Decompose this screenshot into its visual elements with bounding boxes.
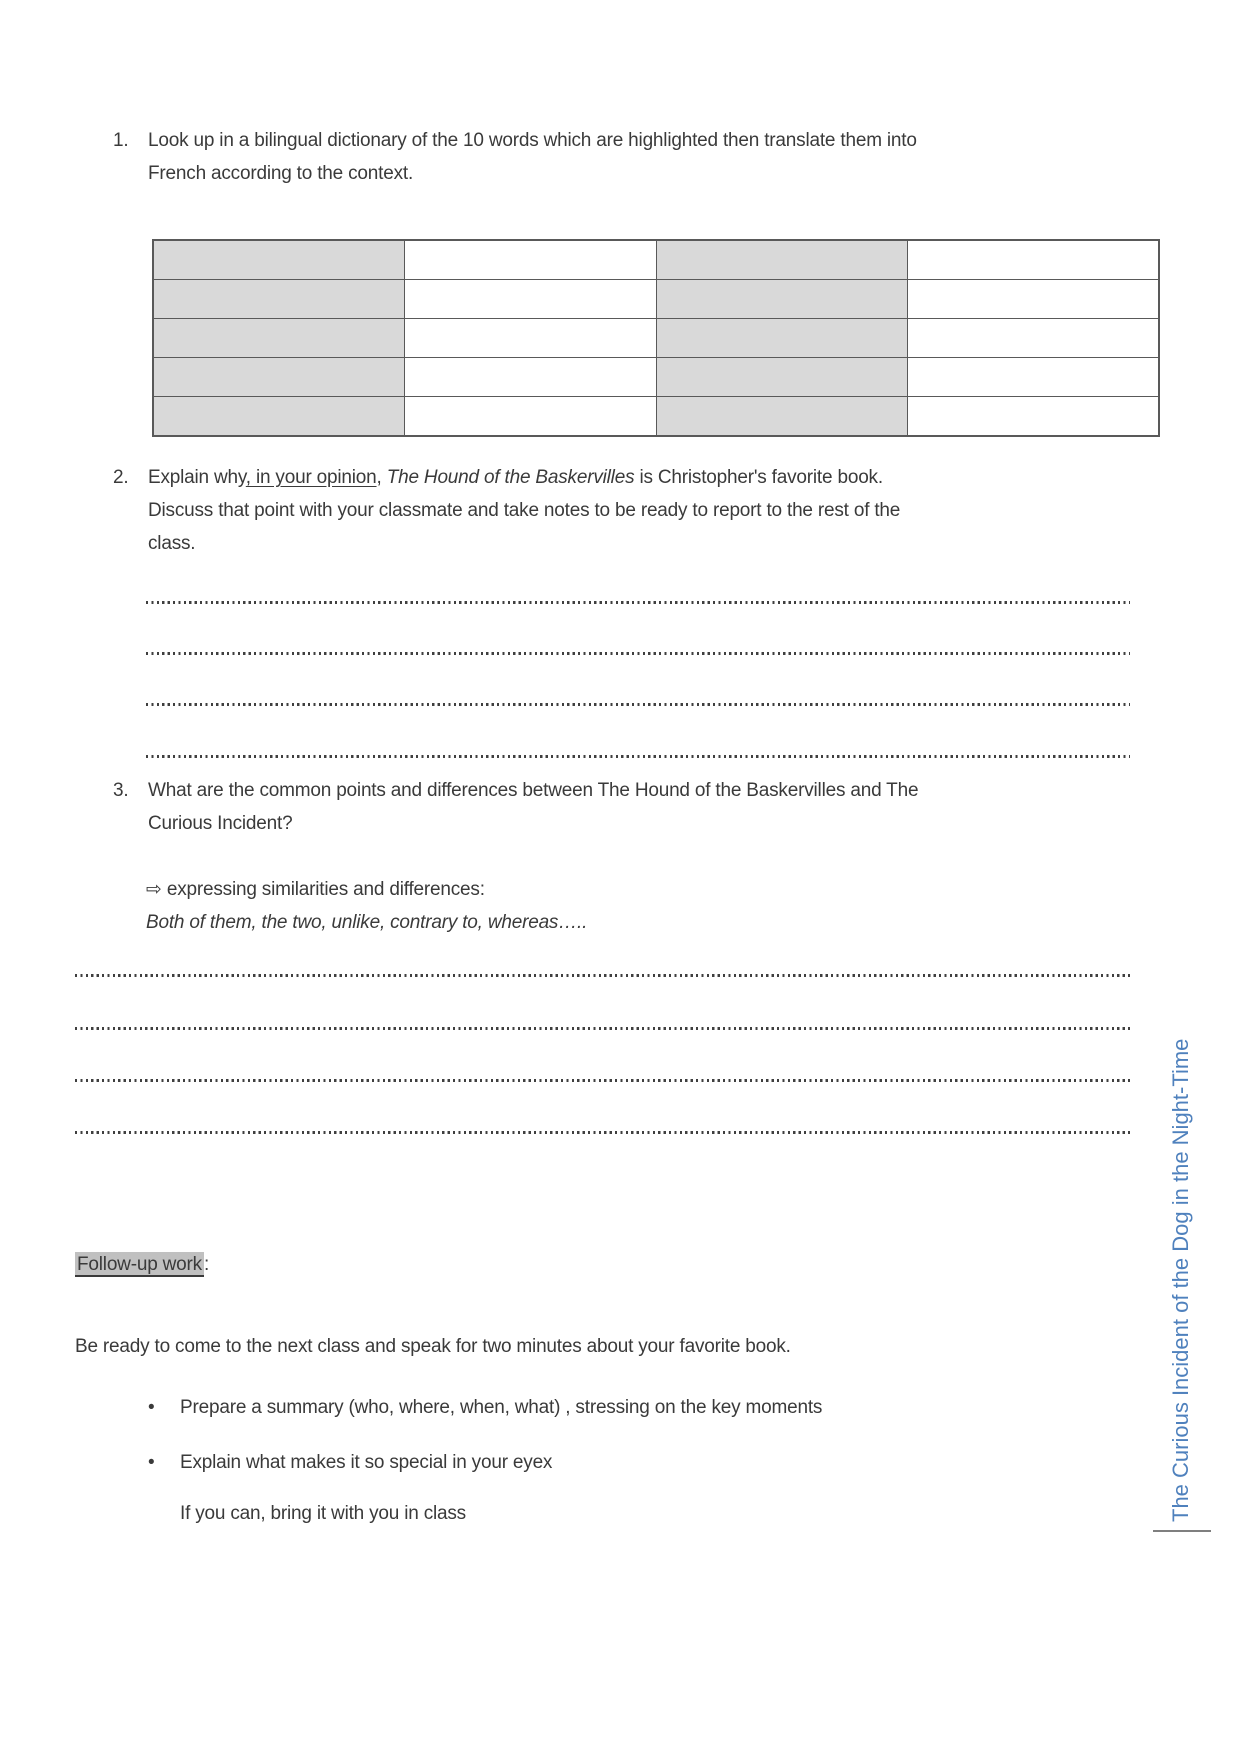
sidebar-rule (1153, 1530, 1211, 1532)
table-cell (908, 240, 1160, 280)
table-cell (908, 319, 1160, 358)
list-number: 1. (113, 130, 129, 151)
answer-line (75, 974, 1130, 977)
table-cell (908, 280, 1160, 319)
table-row (153, 280, 1159, 319)
bullet-text: Prepare a summary (who, where, when, what) , stressing on the key moments (180, 1397, 823, 1418)
paragraph-line: class. (148, 533, 196, 554)
paragraph-line: What are the common points and differences between The Hound of the Baskervilles and The (148, 780, 919, 801)
followup-heading: Follow-up work (77, 1254, 202, 1275)
table-cell (405, 319, 657, 358)
bullet-text: Explain what makes it so special in your eyex (180, 1452, 553, 1473)
list-item-1 (113, 124, 917, 190)
list-number: 2. (113, 467, 129, 488)
table-cell (405, 358, 657, 397)
table-cell (153, 358, 405, 397)
table-cell (656, 358, 908, 397)
hint-examples: Both of them, the two, unlike, contrary to, whereas….. (146, 912, 588, 933)
italic-book-title: The Hound of the Baskervilles (386, 467, 635, 488)
table-cell (656, 397, 908, 437)
list-item-2 (113, 461, 900, 560)
arrow-right-icon: ⇨ (146, 879, 162, 900)
text-run: is Christopher's favorite book. (634, 467, 883, 488)
paragraph-line: French according to the context. (148, 163, 414, 184)
list-item-3 (113, 774, 918, 840)
table-cell (405, 280, 657, 319)
table-cell (656, 319, 908, 358)
paragraph-line: Discuss that point with your classmate and take notes to be ready to report to the rest of the (148, 500, 901, 521)
list-number: 3. (113, 780, 129, 801)
hint-line (146, 873, 587, 906)
vocabulary-table (152, 239, 1160, 437)
list-item-2-text (148, 461, 900, 560)
table-cell (153, 240, 405, 280)
table-cell (153, 280, 405, 319)
table-cell (153, 397, 405, 437)
underlined-run: , in your opinion (245, 467, 377, 488)
table-cell (656, 280, 908, 319)
table-cell (405, 397, 657, 437)
bullet-icon: • (148, 1397, 155, 1418)
vocabulary-table-body (153, 240, 1159, 436)
answer-line (146, 652, 1130, 655)
answer-line (75, 1079, 1130, 1082)
followup-colon: : (203, 1254, 210, 1275)
hint-block (146, 873, 587, 939)
answer-line (75, 1027, 1130, 1030)
book-title-vertical: The Curious Incident of the Dog in the Night-Time (1168, 1038, 1193, 1522)
table-row (153, 358, 1159, 397)
hint-label: expressing similarities and differences: (166, 879, 485, 900)
paragraph-line: Curious Incident? (148, 813, 293, 834)
list-item-3-text (148, 774, 918, 840)
answer-line (146, 755, 1130, 758)
bullet-icon: • (148, 1452, 155, 1473)
table-row (153, 397, 1159, 437)
text-run: Explain why (148, 467, 246, 488)
followup-note: If you can, bring it with you in class (180, 1503, 466, 1524)
answer-line (146, 703, 1130, 706)
paragraph-line: Look up in a bilingual dictionary of the 10 words which are highlighted then translate them into (148, 130, 917, 151)
paragraph-line (148, 461, 900, 494)
table-cell (908, 358, 1160, 397)
table-row (153, 319, 1159, 358)
list-item-1-text (148, 124, 917, 190)
followup-intro: Be ready to come to the next class and speak for two minutes about your favorite book. (75, 1336, 791, 1357)
table-cell (405, 240, 657, 280)
table-cell (908, 397, 1160, 437)
bullet-item-2 (148, 1446, 552, 1479)
table-cell (153, 319, 405, 358)
answer-line (146, 601, 1130, 604)
table-row (153, 240, 1159, 280)
answer-line (75, 1131, 1130, 1134)
table-cell (656, 240, 908, 280)
followup-heading-line (75, 1248, 209, 1281)
text-run: , (376, 467, 387, 488)
bullet-item-1 (148, 1391, 822, 1424)
